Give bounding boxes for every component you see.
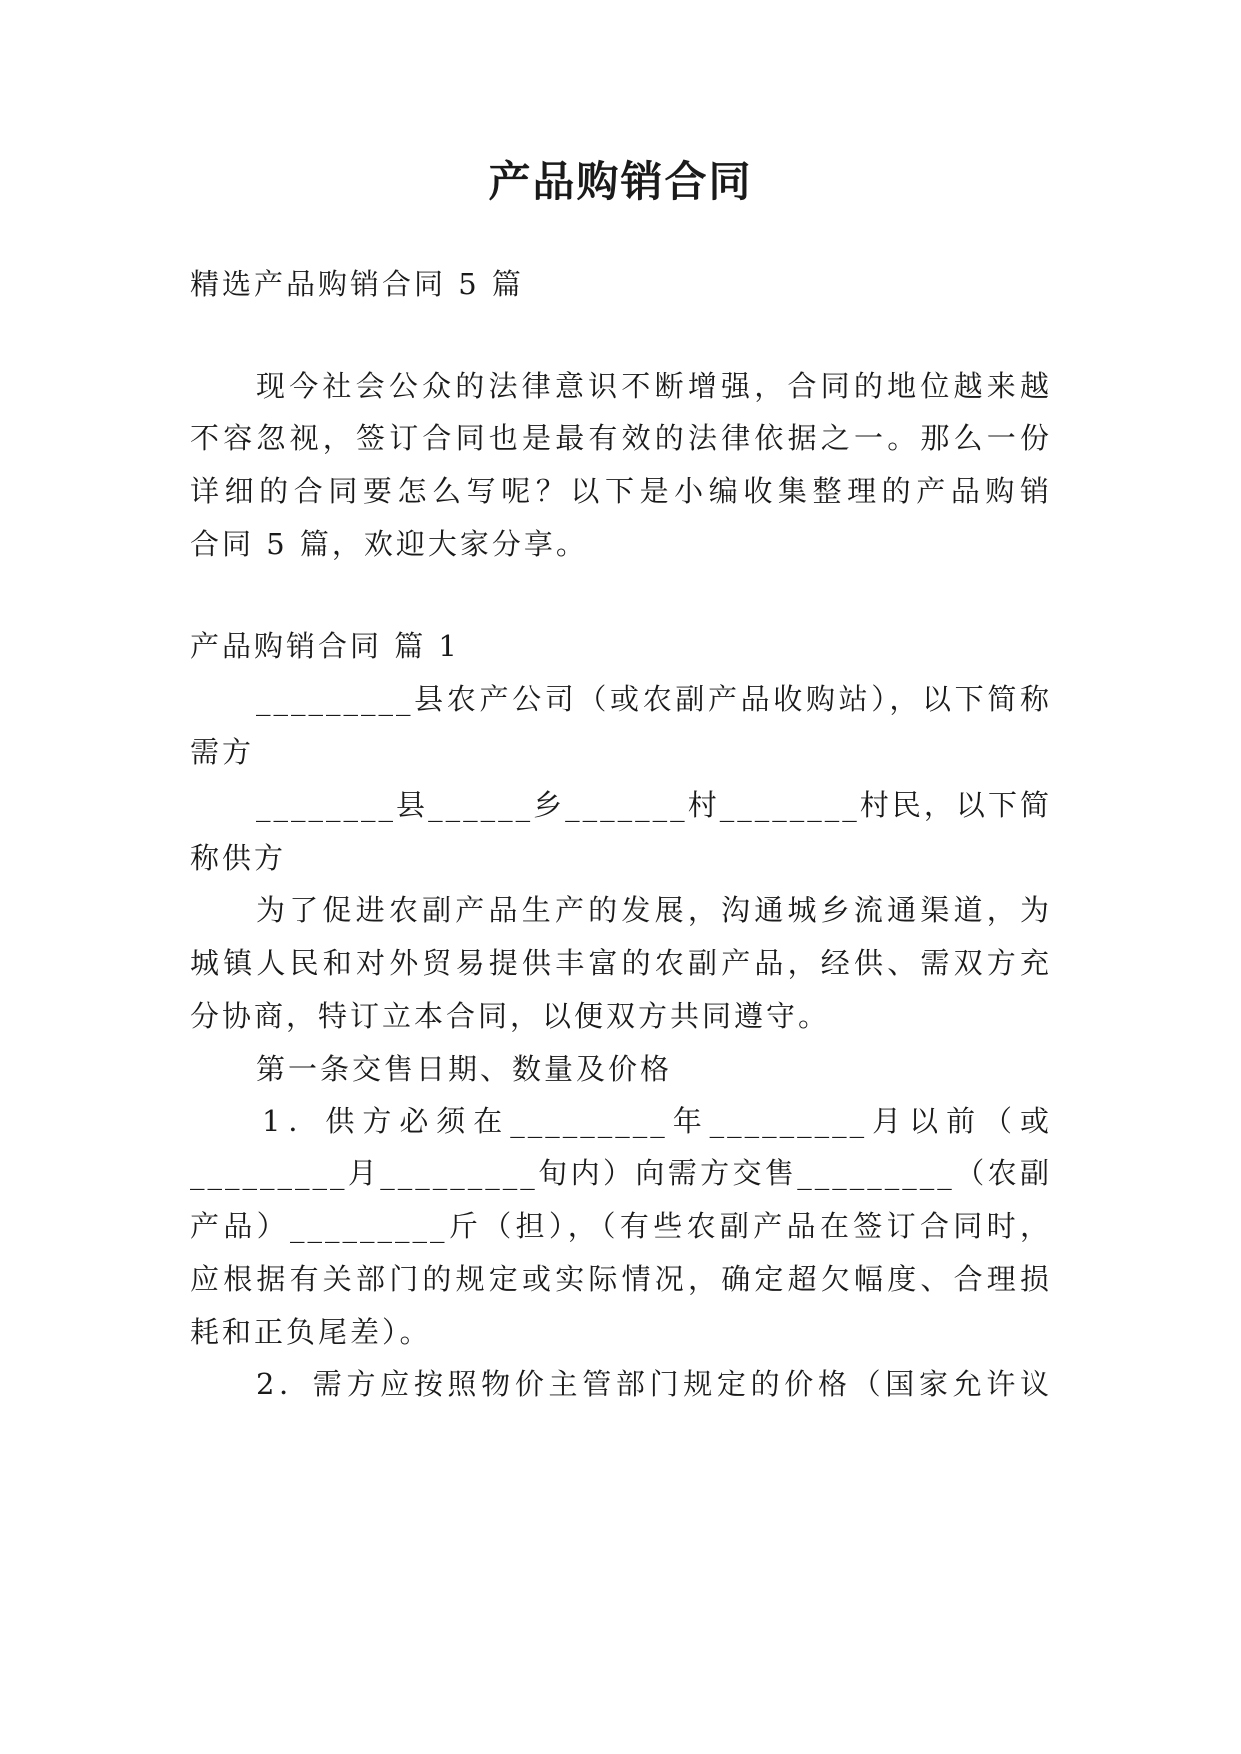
seller-line: 称供方 xyxy=(190,841,287,875)
clause-line: 应根据有关部门的规定或实际情况，确定超欠幅度、合理损 xyxy=(190,1262,1052,1296)
intro-line: 合同 5 篇，欢迎大家分享。 xyxy=(190,527,588,561)
clause-line: 1．供方必须在_________年_________月以前（或 xyxy=(262,1104,1052,1138)
purpose-line: 为了促进农副产品生产的发展，沟通城乡流通渠道，为 xyxy=(256,893,1052,927)
intro-line: 现今社会公众的法律意识不断增强，合同的地位越来越 xyxy=(256,369,1052,403)
document-title: 产品购销合同 xyxy=(488,157,753,206)
clause-line: 产品）_________斤（担），（有些农副产品在签订合同时， xyxy=(190,1209,1052,1243)
article-heading: 第一条交售日期、数量及价格 xyxy=(256,1052,673,1086)
clause-line: _________月_________旬内）向需方交售_________（农副 xyxy=(190,1156,1052,1190)
purpose-line: 城镇人民和对外贸易提供丰富的农副产品，经供、需双方充 xyxy=(190,946,1052,980)
section-heading: 产品购销合同 篇 1 xyxy=(190,629,460,663)
seller-line: ________县______乡_______村________村民，以下简 xyxy=(256,788,1052,822)
clause-line: 2．需方应按照物价主管部门规定的价格（国家允许议 xyxy=(256,1367,1052,1401)
buyer-line: _________县农产公司（或农副产品收购站），以下简称 xyxy=(256,682,1052,716)
buyer-line: 需方 xyxy=(190,735,255,769)
intro-line: 详细的合同要怎么写呢？以下是小编收集整理的产品购销 xyxy=(190,474,1052,508)
clause-line: 耗和正负尾差）。 xyxy=(190,1315,432,1349)
document-subtitle: 精选产品购销合同 5 篇 xyxy=(190,267,524,301)
intro-line: 不容忽视，签订合同也是最有效的法律依据之一。那么一份 xyxy=(190,421,1052,455)
purpose-line: 分协商，特订立本合同，以便双方共同遵守。 xyxy=(190,999,831,1033)
